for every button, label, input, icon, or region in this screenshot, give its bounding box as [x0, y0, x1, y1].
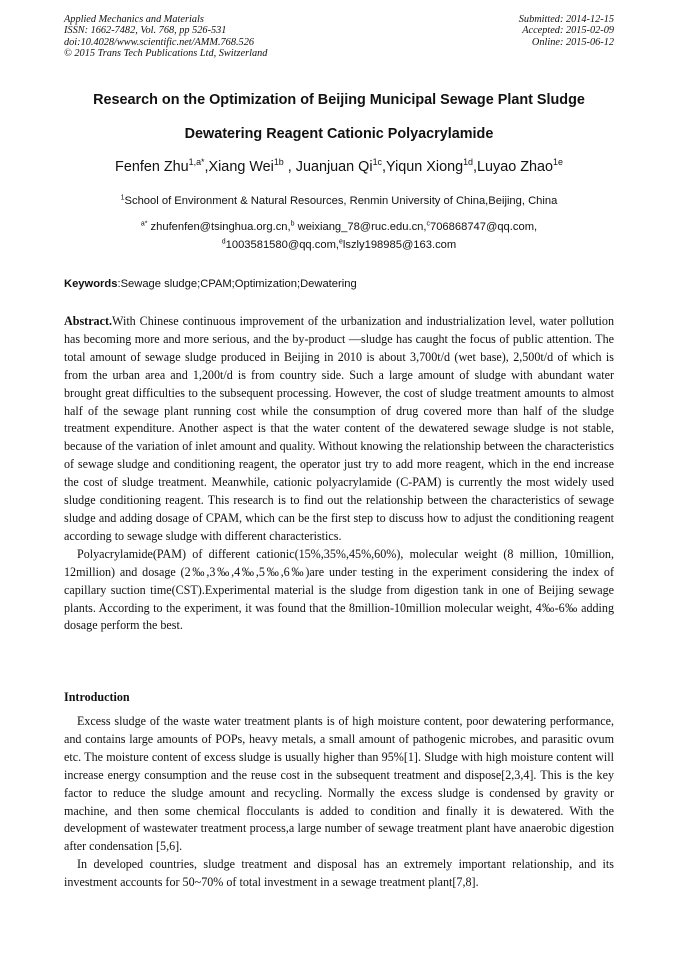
- email-mark: d: [221, 238, 226, 246]
- email-mark: c: [426, 220, 430, 228]
- author-name: Fenfen Zhu: [115, 159, 189, 175]
- keywords: [64, 278, 357, 290]
- abstract-section: [64, 313, 614, 635]
- submission-dates: [519, 14, 614, 48]
- abstract-label: Abstract.: [64, 314, 113, 328]
- email-mark: a*: [140, 220, 148, 228]
- journal-name: Applied Mechanics and Materials: [64, 14, 204, 25]
- email-address: 1003581580@qq.com,: [225, 239, 339, 251]
- author-separator: ,: [473, 159, 477, 175]
- journal-header: [64, 14, 267, 60]
- author-list: [20, 159, 658, 175]
- paper-title-line-2: Dewatering Reagent Cationic Polyacrylamide: [184, 126, 494, 142]
- author-name: Luyao Zhao: [477, 159, 554, 175]
- journal-copyright: © 2015 Trans Tech Publications Ltd, Switzerland: [64, 48, 268, 60]
- paper-title-line-1: Research on the Optimization of Beijing Municipal Sewage Plant Sludge: [93, 92, 585, 108]
- email-address: weixiang_78@ruc.edu.cn,: [294, 221, 427, 233]
- author-affiliation-mark: 1b: [273, 157, 284, 168]
- introduction-section: [64, 713, 614, 892]
- introduction-paragraph-2: In developed countries, sludge treatment and disposal has an extremely important relationship, and its investment accounts for 50~70% of total investment in a sewage treatment plant[7,8].: [64, 857, 614, 890]
- author-emails-line-2: [20, 239, 658, 251]
- author-affiliation-mark: 1c: [372, 157, 382, 168]
- submitted-date: Submitted: 2014-12-15: [518, 14, 614, 25]
- author-name: Juanjuan Qi: [295, 159, 373, 175]
- abstract-paragraph-2: Polyacrylamide(PAM) of different cationic(15%,35%,45%,60%), molecular weight (8 million, 10million, 12million) and dosage (2‰,3‰,4‰,5‰,6‰)are under testing in the experiment considering the index of capillary suction time(CST).Experimental material is the sludge from digestion tank in one of Beijing sewage plants. According to the experiment, it was found that the 8million-10million molecular weight, 4‰-6‰ adding dosage perform the best.: [64, 546, 614, 633]
- keywords-text: :Sewage sludge;CPAM;Optimization;Dewatering: [117, 278, 357, 290]
- author-emails-line-1: [20, 221, 658, 233]
- introduction-paragraph-1: Excess sludge of the waste water treatment plants is of high moisture content, poor dewatering performance, and contains large amounts of POPs, heavy metals, a small amount of pathogenic microbes, and parasitic ovum etc. The moisture content of excess sludge is usually higher than 95%[1]. Sludge with high moisture content will increase energy consumption and the reuse cost in the subsequent treatment and dispose[2,3,4]. This is the key factor to reduce the sludge amount and recycling. Normally the excess sludge is condensed by gravity or machine, and then some chemical flocculants is added to condition and finally it is dewatered. With the development of wastewater treatment process,a large number of sewage treatment plant have anaerobic digestion after condensation [5,6].: [64, 714, 614, 854]
- keywords-label: Keywords: [64, 278, 118, 290]
- email-address: lszly198985@163.com: [342, 239, 457, 251]
- accepted-date: Accepted: 2015-02-09: [522, 25, 614, 37]
- author-name: Yiqun Xiong: [386, 159, 464, 175]
- abstract-paragraph-1: [64, 313, 614, 546]
- journal-doi: doi:10.4028/www.scientific.net/AMM.768.526: [64, 36, 254, 48]
- email-address: 706868747@qq.com,: [429, 221, 538, 233]
- email-address: zhufenfen@tsinghua.org.cn,: [147, 221, 291, 233]
- author-separator: ,: [283, 159, 296, 175]
- author-affiliation-mark: 1,a*: [188, 157, 205, 168]
- email-mark: b: [290, 220, 295, 228]
- author-separator: ,: [382, 159, 386, 175]
- author-separator: ,: [204, 159, 209, 175]
- introduction-heading: Introduction: [64, 690, 130, 704]
- affiliation-mark: 1: [120, 194, 125, 202]
- affiliation-text: School of Environment & Natural Resources, Renmin University of China,Beijing, China: [124, 195, 558, 207]
- abstract-text: With Chinese continuous improvement of the urbanization and industrialization level, water pollution has becoming more and more serious, and the by-product —sludge has caught the focus of public attention. The total amount of sewage sludge produced in Beijing in 2010 is about 3,700t/d (wet base), 2,500t/d of which is from the urban area and 1,200t/d is from country side. Such a large amount of sludge with abundant water brought great difficulties to the subsequent processing. However, the cost of sludge treatment amounts to almost half of the sewage plant running cost while the consumption of drug covered more than half of the sludge treatment expenditure. Another aspect is that the water content of the dewatered sewage sludge is not stable, because of the variation of inlet amount and quality. Without knowing the relationship between the characteristics of sewage sludge and conditioning reagent, the operator just try to add more reagent, which in the end increase the cost of sludge treatment. Meanwhile, cationic polyacrylamide (C-PAM) is currently the most widely used sludge conditioning reagent. This research is to find out the relationship between the characteristics of sewage sludge and adding dosage of CPAM, which can be the first step to discuss how to adjust the conditioning reagent according to sewage sludge with different characteristics.: [64, 314, 614, 543]
- email-mark: e: [339, 238, 343, 246]
- author-name: Xiang Wei: [208, 159, 274, 175]
- author-affiliation-mark: 1e: [553, 157, 563, 168]
- author-affiliation-mark: 1d: [463, 157, 473, 168]
- online-date: Online: 2015-06-12: [531, 36, 614, 48]
- author-affiliation: [20, 195, 658, 207]
- journal-issn: ISSN: 1662-7482, Vol. 768, pp 526-531: [64, 25, 227, 37]
